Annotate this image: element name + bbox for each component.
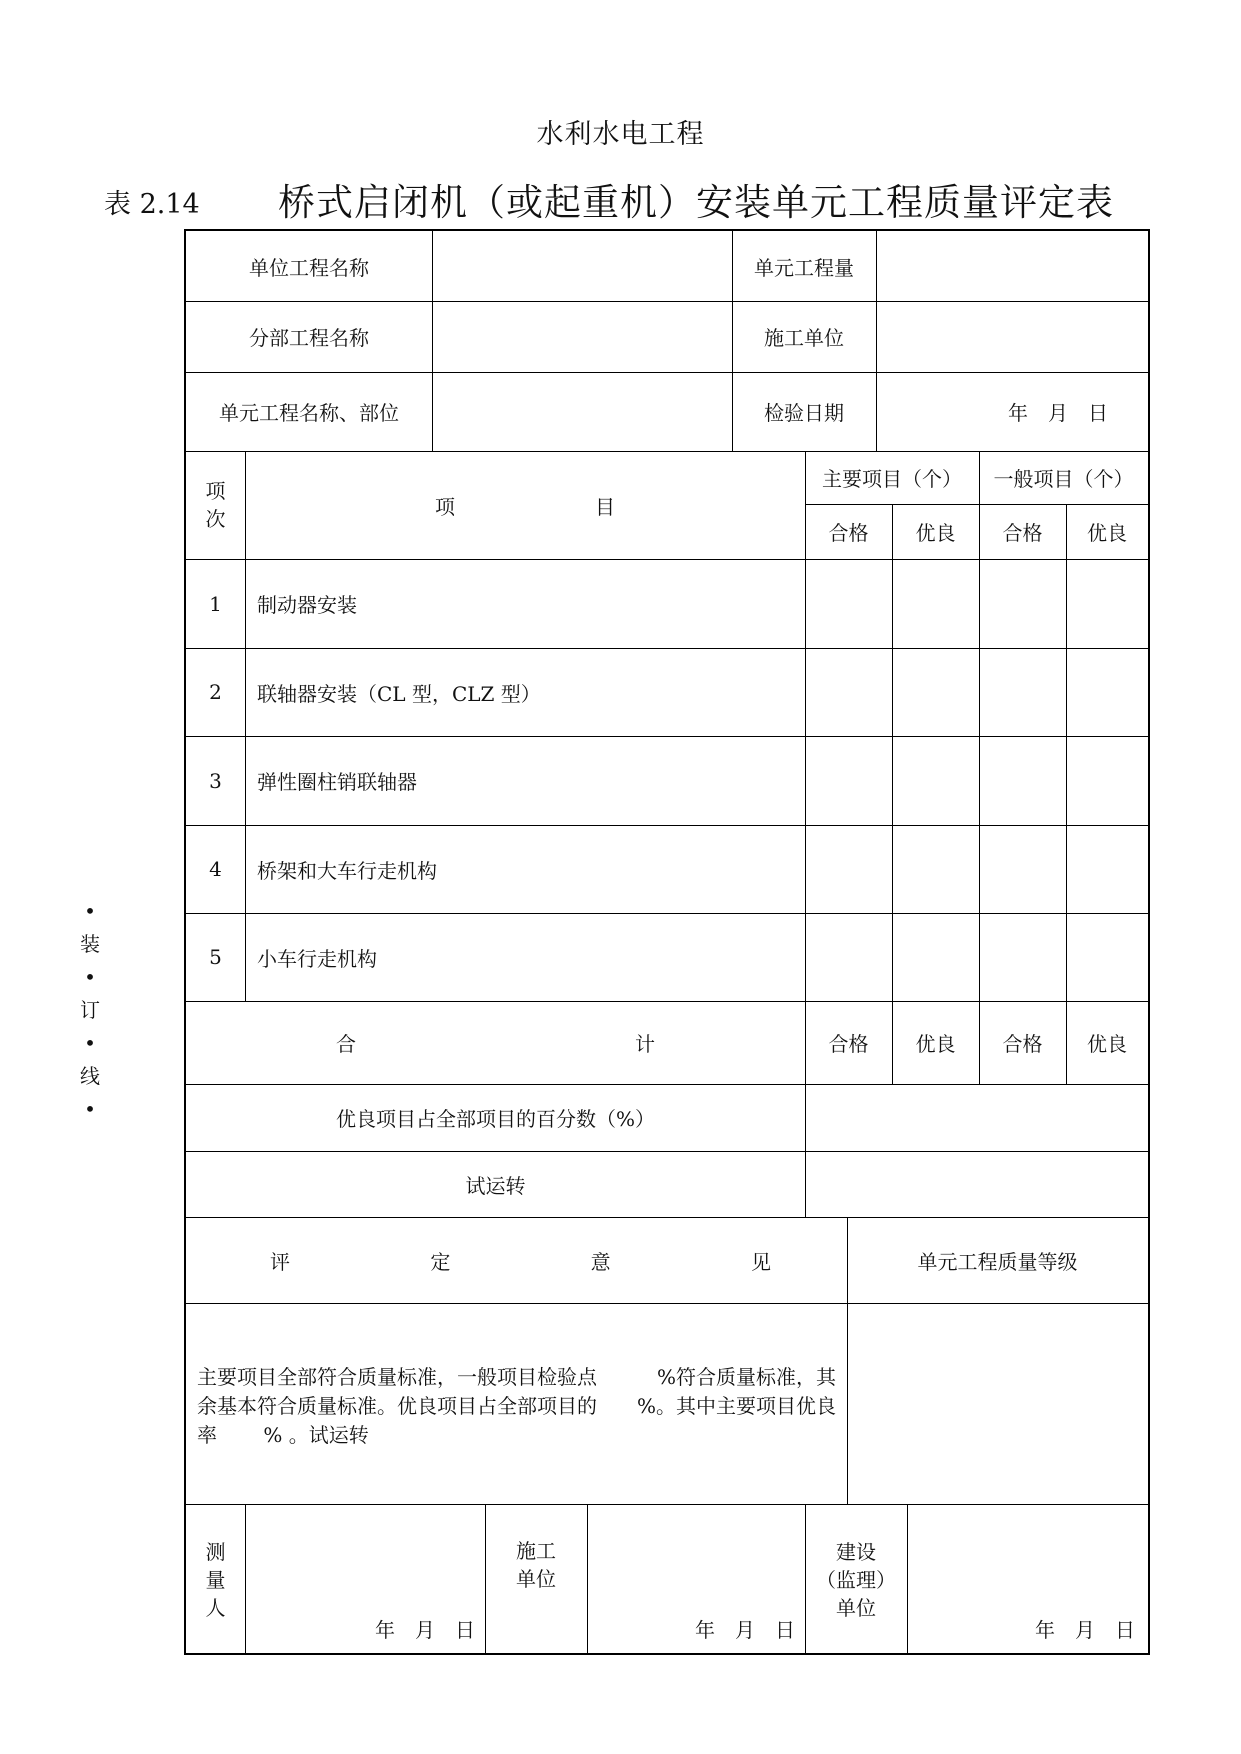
opinion-header-char: 定: [430, 1249, 451, 1274]
item-name: 制动器安装: [257, 593, 357, 617]
item-header-char: 项: [435, 494, 455, 519]
sub-project-name-label: 分部工程名称: [249, 326, 369, 350]
table-number: 表 2.14: [104, 189, 200, 220]
total-label: [186, 1001, 805, 1084]
quality-grade-header: 单元工程质量等级: [917, 1249, 1078, 1274]
inspection-date-value[interactable]: 年 月 日: [1008, 401, 1108, 425]
excellent-percent-value[interactable]: [805, 1084, 1148, 1151]
supervisor-label: [805, 1504, 907, 1655]
total-general-pass: 合格: [1002, 1032, 1043, 1056]
binding-char: 订: [80, 998, 100, 1022]
item-header-char: 目: [595, 494, 615, 519]
opinion-header-char: 意: [590, 1249, 611, 1274]
main-excellent-header: 优良: [915, 521, 956, 545]
general-excellent-header: 优良: [1087, 521, 1127, 545]
construction-unit-value[interactable]: [876, 301, 1148, 372]
item-number: 1: [209, 591, 222, 616]
trial-run-label: 试运转: [465, 1173, 526, 1198]
trial-run-value[interactable]: [805, 1151, 1148, 1217]
binding-line-mark: [78, 895, 102, 1126]
binding-char: 线: [80, 1064, 100, 1088]
item-number: 2: [209, 680, 222, 704]
surveyor-label-char: 测: [205, 1539, 226, 1564]
surveyor-label-char: 量: [205, 1567, 226, 1592]
general-pass-header: 合格: [1002, 521, 1043, 545]
seq-header-char: 项: [205, 479, 226, 503]
supervisor-sign-date[interactable]: 年 月 日: [1035, 1618, 1135, 1642]
builder-label-line: 单位: [516, 1567, 556, 1591]
seq-header: [186, 451, 245, 559]
excellent-percent-label: 优良项目占全部项目的百分数（%）: [335, 1107, 655, 1131]
form-title: 桥式启闭机（或起重机）安装单元工程质量评定表: [278, 181, 1114, 224]
surveyor-label-char: 人: [205, 1595, 226, 1620]
general-items-header: 一般项目（个）: [993, 467, 1134, 491]
construction-unit-label: 施工单位: [764, 326, 844, 350]
builder-sign-date[interactable]: 年 月 日: [695, 1618, 795, 1642]
total-main-excellent: 优良: [915, 1032, 956, 1056]
binding-dot: •: [84, 965, 96, 989]
total-label-char: 计: [635, 1032, 655, 1056]
builder-label-line: 施工: [516, 1539, 556, 1563]
item-name: 桥架和大车行走机构: [257, 858, 437, 883]
col-divider: [1066, 504, 1067, 1084]
binding-dot: •: [84, 1097, 96, 1121]
unit-project-name-label: 单位工程名称: [249, 255, 369, 280]
unit-project-name-value[interactable]: [432, 231, 732, 301]
supervisor-label-line: 单位: [836, 1595, 876, 1620]
builder-label: [485, 1504, 587, 1626]
total-general-excellent: 优良: [1087, 1032, 1127, 1056]
surveyor-sign-date[interactable]: 年 月 日: [375, 1618, 475, 1642]
document-top-title: 水利水电工程: [536, 119, 705, 150]
binding-dot: •: [84, 899, 96, 923]
binding-dot: •: [84, 1031, 96, 1055]
unit-quantity-value[interactable]: [876, 231, 1148, 301]
sub-project-name-value[interactable]: [432, 301, 732, 372]
seq-header-char: 次: [205, 507, 226, 531]
binding-char: 装: [80, 932, 100, 956]
opinion-header-char: 评: [270, 1249, 290, 1274]
quality-grade-value[interactable]: [847, 1303, 1148, 1504]
row-divider: [186, 1504, 1148, 1505]
item-name: 弹性圈柱销联轴器: [257, 770, 417, 794]
item-number: 5: [209, 945, 222, 969]
surveyor-label: [186, 1504, 245, 1655]
evaluation-opinion-text: 主要项目全部符合质量标准，一般项目检验点 %符合质量标准，其余基本符合质量标准。优良项目占全部项目的 %。其中主要项目优良率 % 。试运转: [197, 1365, 837, 1447]
item-header: [245, 451, 805, 559]
supervisor-label-line: （监理）: [816, 1567, 896, 1592]
item-number: 3: [209, 768, 222, 793]
element-name-label: 单元工程名称、部位: [219, 401, 399, 425]
supervisor-label-line: 建设: [836, 1539, 876, 1564]
item-name: 小车行走机构: [257, 946, 377, 971]
col-divider: [892, 504, 893, 1084]
opinion-header: [186, 1217, 847, 1303]
total-main-pass: 合格: [828, 1032, 869, 1056]
inspection-date-label: 检验日期: [764, 401, 844, 425]
opinion-header-char: 见: [750, 1249, 771, 1274]
element-name-value[interactable]: [432, 372, 732, 451]
unit-quantity-label: 单元工程量: [754, 255, 854, 280]
total-label-char: 合: [336, 1032, 356, 1056]
item-name: 联轴器安装（CL 型，CLZ 型）: [257, 681, 541, 706]
main-items-header: 主要项目（个）: [822, 467, 962, 491]
item-number: 4: [209, 857, 222, 881]
main-pass-header: 合格: [828, 521, 869, 545]
quality-assessment-table: [184, 229, 1150, 1655]
